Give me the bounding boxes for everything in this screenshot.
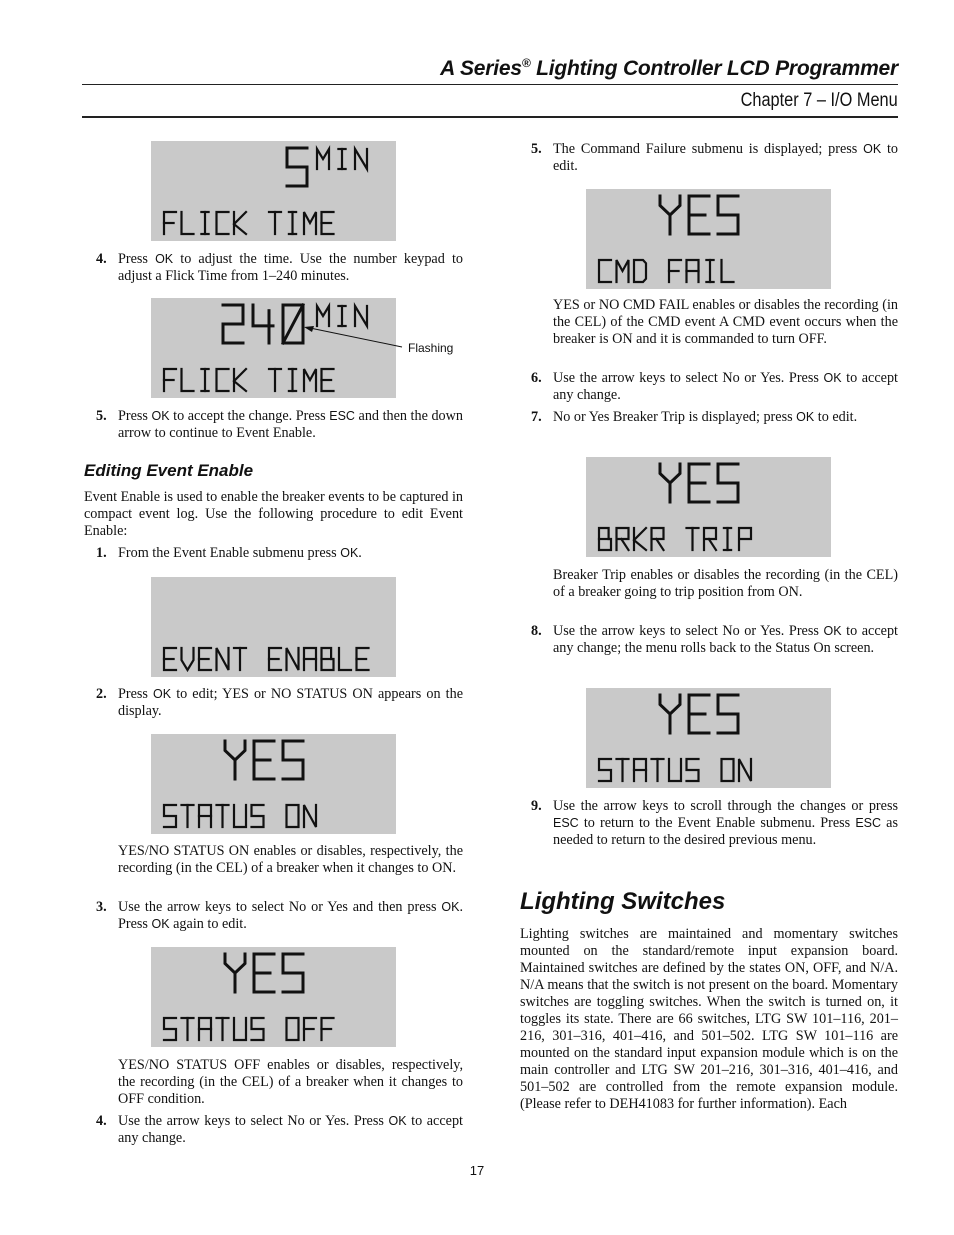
lcd-bottom-line	[599, 759, 751, 781]
lcd-segment	[722, 759, 734, 781]
step-4-accept: 4. Use the arrow keys to select No or Yes. Press OK to accept any change.	[96, 1113, 463, 1146]
lcd-glyphs	[586, 688, 831, 788]
lcd-big-readout	[225, 741, 303, 779]
lcd-big-readout	[225, 954, 303, 992]
lcd-segment	[217, 648, 229, 670]
step-5-command-failure: 5. The Command Failure submenu is displayed; press OK to edit.	[531, 141, 898, 174]
lcd-segment	[234, 1018, 246, 1040]
lcd-segment	[287, 1018, 299, 1040]
lcd-segment	[669, 759, 681, 781]
lcd-segment	[718, 464, 738, 502]
step-5-accept-change: 5. Press OK to accept the change. Press ESC and then the down arrow to continue to Event Enable.	[96, 408, 463, 441]
page-number: 17	[469, 1163, 485, 1178]
step-7-breaker-trip: 7. No or Yes Breaker Trip is displayed; press OK to edit.	[531, 409, 858, 425]
lcd-segment	[709, 539, 716, 550]
lcd-glyphs	[151, 734, 396, 834]
status-off-description: YES/NO STATUS OFF enables or disables, respectively, the recording (in the CEL) of a breaker when it changes to OFF condition.	[118, 1057, 463, 1107]
lcd-glyphs	[151, 947, 396, 1047]
lcd-bottom-line	[164, 1018, 334, 1040]
lcd-segment	[283, 954, 303, 992]
lcd-segment	[739, 759, 751, 781]
lcd-segment	[660, 695, 680, 714]
lcd-segment	[634, 528, 646, 550]
lcd-segment	[164, 1018, 176, 1040]
lcd-big-readout	[660, 196, 738, 234]
step-1-event-enable: 1. From the Event Enable submenu press OK.	[96, 545, 362, 561]
lcd-glyphs	[586, 457, 831, 557]
lcd-segment	[617, 260, 629, 282]
lcd-segment	[225, 741, 245, 760]
lcd-glyphs	[151, 577, 396, 677]
event-enable-intro: Event Enable is used to enable the breaker events to be captured in compact event log. Use the following procedure to edit Event Enable:	[84, 489, 463, 539]
lcd-segment	[621, 539, 628, 550]
heading-lighting-switches: Lighting Switches	[520, 888, 726, 915]
lcd-yes-brkr-trip	[586, 457, 831, 557]
flashing-label: Flashing	[408, 341, 454, 355]
lcd-glyphs	[586, 189, 831, 289]
lcd-bottom-line	[164, 648, 369, 670]
running-header-title: A Series® Lighting Controller LCD Programmer	[440, 56, 898, 80]
lcd-yes-cmd-fail	[586, 189, 831, 289]
lcd-segment	[599, 260, 611, 282]
lcd-segment	[182, 648, 194, 670]
heading-editing-event-enable: Editing Event Enable	[84, 461, 254, 480]
lcd-big-readout	[660, 695, 738, 733]
step-3-select: 3. Use the arrow keys to select No or Yes and then press OK. Press OK again to edit.	[96, 899, 463, 932]
lcd-segment	[304, 805, 316, 827]
lcd-segment	[687, 759, 699, 781]
lcd-segment	[252, 1018, 264, 1040]
cmd-fail-description: YES or NO CMD FAIL enables or disables the recording (in the CEL) of the CMD event A CMD event occurs when the breaker is ON and it is commanded to turn OFF.	[553, 297, 898, 347]
lighting-switches-body: Lighting switches are maintained and momentary switches mounted on the standard/remote input expansion board. Maintained switches are defined by the states ON, OFF, and N/A. N/A means that the switch is not present on the board. Momentary switches are toggling switches. When the switch is turned on, it toggles its state. There are 66 switches, LTG SW 101–116, 201–216, 301–316, 401–416, and 501–502. LTG SW 101–116 are mounted on the standard input expansion module which is on the main controller and LTG SW 201–216, 301–316, 401–416, and 501–502 are controlled from the remote expansion module. (Please refer to DEH41083 for further information). Each	[520, 926, 898, 1112]
lcd-segment	[634, 260, 646, 282]
lcd-big-readout	[660, 464, 738, 502]
lcd-segment	[656, 539, 663, 550]
lcd-segment	[660, 464, 680, 483]
lcd-segment	[722, 260, 734, 282]
lcd-segment	[225, 954, 245, 973]
breaker-trip-description: Breaker Trip enables or disables the recording (in the CEL) of a breaker going to trip position from ON.	[553, 567, 898, 600]
lcd-segment	[718, 695, 738, 733]
lcd-segment	[164, 805, 176, 827]
lcd-segment	[599, 759, 611, 781]
lcd-yes-status-on-2	[586, 688, 831, 788]
lcd-segment	[283, 741, 303, 779]
lcd-segment	[287, 805, 299, 827]
step-2-edit: 2. Press OK to edit; YES or NO STATUS ON appears on the display.	[96, 686, 463, 719]
lcd-bottom-line	[599, 528, 751, 550]
lcd-bottom-line	[599, 260, 734, 282]
status-on-description: YES/NO STATUS ON enables or disables, respectively, the recording (in the CEL) of a breaker when it changes to ON.	[118, 843, 463, 876]
step-6-accept: 6. Use the arrow keys to select No or Yes. Press OK to accept any change.	[531, 370, 898, 403]
lcd-segment	[739, 528, 751, 550]
lcd-yes-status-off	[151, 947, 396, 1047]
step-9-scroll: 9. Use the arrow keys to scroll through the changes or press ESC to return to the Event Enable submenu. Press ESC as needed to return to the desired previous menu.	[531, 798, 898, 848]
lcd-segment	[718, 196, 738, 234]
lcd-segment	[339, 648, 351, 670]
chapter-title: Chapter 7 – I/O Menu	[740, 90, 898, 111]
lcd-yes-status-on	[151, 734, 396, 834]
step-4-adjust-time: 4. Press OK to adjust the time. Use the number keypad to adjust a Flick Time from 1–240 minutes.	[96, 251, 463, 284]
lcd-segment	[234, 805, 246, 827]
lcd-event-enable	[151, 577, 396, 677]
lcd-bottom-line	[164, 805, 316, 827]
lcd-segment	[287, 648, 299, 670]
lcd-segment	[252, 805, 264, 827]
step-8-accept: 8. Use the arrow keys to select No or Yes. Press OK to accept any change; the menu rolls back to the Status On screen.	[531, 623, 898, 656]
lcd-segment	[660, 196, 680, 215]
